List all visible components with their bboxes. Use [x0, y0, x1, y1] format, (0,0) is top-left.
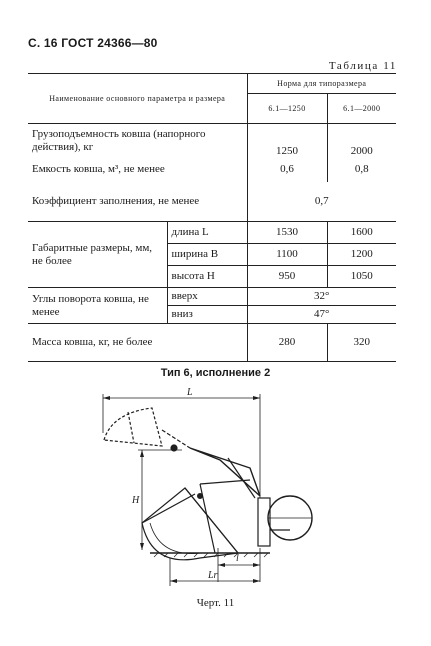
- table-header-norm: Норма для типоразмера: [247, 74, 396, 94]
- sub-label-width: ширина B: [167, 244, 247, 266]
- row-value-mass-2: 320: [327, 324, 396, 362]
- dim-arrow: [253, 579, 260, 583]
- dim-arrow: [218, 563, 225, 567]
- bucket-inner-edge: [150, 523, 202, 554]
- row-label-volume: Емкость ковша, м³, не менее: [32, 163, 165, 176]
- sub-label-up: вверх: [167, 288, 247, 306]
- hydraulic-link: [200, 480, 250, 484]
- dim-label-l: l: [236, 553, 239, 564]
- dim-arrow: [140, 450, 144, 457]
- row-value-capacity-1: 1250: [247, 124, 327, 158]
- sub-value-height-1: 950: [247, 266, 327, 288]
- sub-value-width-1: 1100: [247, 244, 327, 266]
- dim-arrow: [170, 579, 177, 583]
- spec-table: [28, 73, 396, 362]
- dim-arrow: [103, 396, 110, 400]
- bucket-lip: [142, 494, 195, 523]
- row-value-fill: 0,7: [247, 182, 396, 222]
- sub-value-width-2: 1200: [327, 244, 396, 266]
- figure-label: Черт. 11: [196, 597, 235, 609]
- bucket-brace: [185, 488, 238, 553]
- bucket-pin: [198, 494, 203, 499]
- dim-label-H: H: [132, 495, 140, 506]
- dim-label-L: L: [187, 388, 193, 398]
- row-label-dimensions: Габаритные размеры, мм, не более: [28, 222, 167, 288]
- sub-label-length: длина L: [167, 222, 247, 244]
- table-col-header-2: 6.1—2000: [327, 94, 396, 124]
- sub-value-up: 32°: [247, 288, 396, 306]
- row-value-volume-1: 0,6: [247, 158, 327, 182]
- dim-arrow: [253, 396, 260, 400]
- sub-value-height-2: 1050: [327, 266, 396, 288]
- sub-value-length-1: 1530: [247, 222, 327, 244]
- raised-bucket-rib: [128, 412, 134, 443]
- sub-value-down: 47°: [247, 306, 396, 324]
- table-header-param: Наименование основного параметра и размера: [28, 74, 247, 124]
- bucket-drawing: [90, 388, 326, 588]
- sub-label-down: вниз: [167, 306, 247, 324]
- hydraulic-link: [228, 458, 255, 498]
- row-value-capacity-2: 2000: [327, 124, 396, 158]
- sub-label-height: высота H: [167, 266, 247, 288]
- table-col-header-1: 6.1—1250: [247, 94, 327, 124]
- row-label-angles: Углы поворота ковша, не менее: [28, 288, 167, 324]
- row-value-volume-2: 0,8: [327, 158, 396, 182]
- page-header: С. 16 ГОСТ 24366—80: [28, 36, 158, 50]
- dim-arrow: [253, 563, 260, 567]
- row-value-mass-1: 280: [247, 324, 327, 362]
- dim-label-Lr: Lr: [208, 570, 218, 581]
- figure-caption: Тип 6, исполнение 2: [160, 367, 271, 379]
- bucket-shell: [142, 488, 238, 560]
- sub-value-length-2: 1600: [327, 222, 396, 244]
- row-label-mass: Масса ковша, кг, не более: [28, 324, 247, 362]
- dim-arrow: [140, 543, 144, 550]
- table-label: Таблица 11: [328, 60, 397, 72]
- row-label-capacity: Грузоподъемность ковша (напорного действия), кг: [32, 128, 206, 153]
- row-label-fill: Коэффициент заполнения, не менее: [32, 194, 200, 207]
- raised-bucket: [104, 408, 162, 446]
